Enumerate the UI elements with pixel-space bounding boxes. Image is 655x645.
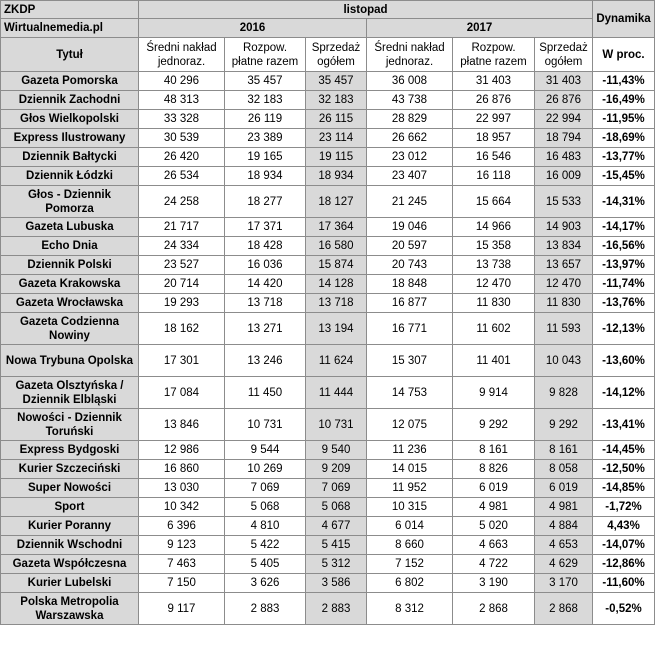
title-cell: Dziennik Bałtycki: [1, 148, 139, 167]
sales-2017-cell: 12 470: [535, 275, 593, 294]
paid-2016-cell: 18 428: [225, 237, 306, 256]
sales-2017-cell: 4 653: [535, 536, 593, 555]
dynamics-cell: -14,85%: [593, 479, 655, 498]
avg-2016-cell: 26 420: [139, 148, 225, 167]
paid-2017-cell: 15 358: [453, 237, 535, 256]
avg-2017-cell: 43 738: [367, 91, 453, 110]
dynamics-cell: 4,43%: [593, 517, 655, 536]
dynamics-cell: -13,41%: [593, 409, 655, 441]
title-cell: Kurier Lubelski: [1, 574, 139, 593]
table-row: [1, 256, 655, 275]
sales-2017-cell: 8 058: [535, 460, 593, 479]
sales-2017-cell: 4 884: [535, 517, 593, 536]
avg-2016-cell: 10 342: [139, 498, 225, 517]
avg-2016-cell: 9 123: [139, 536, 225, 555]
dynamics-cell: -14,45%: [593, 441, 655, 460]
sales-2017-cell: 9 292: [535, 409, 593, 441]
avg-2017-cell: 18 848: [367, 275, 453, 294]
avg-2017-cell: 7 152: [367, 555, 453, 574]
sales-2017-cell: 13 834: [535, 237, 593, 256]
paid-2017-cell: 18 957: [453, 129, 535, 148]
sales-2017-cell: 3 170: [535, 574, 593, 593]
title-cell: Nowości - Dziennik Toruński: [1, 409, 139, 441]
dynamics-cell: -14,12%: [593, 377, 655, 409]
paid-2016-cell: 9 544: [225, 441, 306, 460]
table-row: [1, 409, 655, 441]
avg-2016-cell: 20 714: [139, 275, 225, 294]
paid-2017-cell: 22 997: [453, 110, 535, 129]
avg-2016-cell: 24 334: [139, 237, 225, 256]
table-row: [1, 218, 655, 237]
avg-2017-cell: 14 753: [367, 377, 453, 409]
sales-2017-cell: 16 483: [535, 148, 593, 167]
year-2017-header: 2017: [367, 19, 593, 38]
paid-2017-cell: 31 403: [453, 72, 535, 91]
table-row: [1, 574, 655, 593]
sales-2017-cell: 11 830: [535, 294, 593, 313]
title-cell: Gazeta Codzienna Nowiny: [1, 313, 139, 345]
paid-2016-cell: 5 405: [225, 555, 306, 574]
paid-2016-cell: 3 626: [225, 574, 306, 593]
paid-2017-cell: 11 401: [453, 345, 535, 377]
col-avg-2017: Średni nakład jednoraz.: [367, 38, 453, 72]
dynamics-cell: -1,72%: [593, 498, 655, 517]
avg-2016-cell: 40 296: [139, 72, 225, 91]
paid-2017-cell: 16 118: [453, 167, 535, 186]
title-cell: Dziennik Polski: [1, 256, 139, 275]
paid-2017-cell: 6 019: [453, 479, 535, 498]
table-row: [1, 441, 655, 460]
dynamics-cell: -16,49%: [593, 91, 655, 110]
paid-2016-cell: 35 457: [225, 72, 306, 91]
dynamics-cell: -12,50%: [593, 460, 655, 479]
paid-2016-cell: 13 718: [225, 294, 306, 313]
title-cell: Gazeta Lubuska: [1, 218, 139, 237]
table-row: [1, 167, 655, 186]
dynamics-cell: -15,45%: [593, 167, 655, 186]
sales-2017-cell: 31 403: [535, 72, 593, 91]
sales-2016-cell: 5 068: [306, 498, 367, 517]
avg-2016-cell: 26 534: [139, 167, 225, 186]
paid-2017-cell: 12 470: [453, 275, 535, 294]
paid-2016-cell: 19 165: [225, 148, 306, 167]
avg-2017-cell: 6 014: [367, 517, 453, 536]
table-row: [1, 593, 655, 625]
table-row: [1, 129, 655, 148]
dynamics-cell: -11,43%: [593, 72, 655, 91]
paid-2017-cell: 5 020: [453, 517, 535, 536]
year-2016-header: 2016: [139, 19, 367, 38]
table-row: [1, 313, 655, 345]
table-row: [1, 498, 655, 517]
title-cell: Express Ilustrowany: [1, 129, 139, 148]
avg-2016-cell: 24 258: [139, 186, 225, 218]
paid-2016-cell: 18 934: [225, 167, 306, 186]
title-cell: Nowa Trybuna Opolska: [1, 345, 139, 377]
sales-2016-cell: 23 114: [306, 129, 367, 148]
paid-2016-cell: 11 450: [225, 377, 306, 409]
sales-2017-cell: 10 043: [535, 345, 593, 377]
dynamics-cell: -13,60%: [593, 345, 655, 377]
sales-2017-cell: 4 981: [535, 498, 593, 517]
avg-2017-cell: 23 407: [367, 167, 453, 186]
sales-2016-cell: 10 731: [306, 409, 367, 441]
sales-2016-cell: 5 312: [306, 555, 367, 574]
table-row: [1, 110, 655, 129]
source-label: ZKDP: [1, 1, 139, 19]
paid-2016-cell: 5 068: [225, 498, 306, 517]
title-cell: Sport: [1, 498, 139, 517]
title-cell: Gazeta Olsztyńska / Dziennik Elbląski: [1, 377, 139, 409]
title-cell: Express Bydgoski: [1, 441, 139, 460]
sales-2017-cell: 26 876: [535, 91, 593, 110]
sales-2016-cell: 18 127: [306, 186, 367, 218]
title-cell: Dziennik Łódzki: [1, 167, 139, 186]
avg-2016-cell: 48 313: [139, 91, 225, 110]
avg-2017-cell: 19 046: [367, 218, 453, 237]
paid-2016-cell: 5 422: [225, 536, 306, 555]
title-cell: Super Nowości: [1, 479, 139, 498]
dynamics-cell: -11,60%: [593, 574, 655, 593]
dynamics-cell: -12,13%: [593, 313, 655, 345]
dynamics-cell: -11,74%: [593, 275, 655, 294]
paid-2016-cell: 32 183: [225, 91, 306, 110]
month-header: listopad: [139, 1, 593, 19]
paid-2016-cell: 13 271: [225, 313, 306, 345]
paid-2017-cell: 4 981: [453, 498, 535, 517]
table-row: [1, 377, 655, 409]
paid-2017-cell: 4 663: [453, 536, 535, 555]
avg-2016-cell: 13 846: [139, 409, 225, 441]
avg-2016-cell: 21 717: [139, 218, 225, 237]
avg-2016-cell: 23 527: [139, 256, 225, 275]
dynamics-header: Dynamika: [593, 1, 655, 38]
avg-2017-cell: 16 877: [367, 294, 453, 313]
sales-2016-cell: 19 115: [306, 148, 367, 167]
paid-2017-cell: 9 292: [453, 409, 535, 441]
dynamics-cell: -14,17%: [593, 218, 655, 237]
dynamics-cell: -13,97%: [593, 256, 655, 275]
dynamics-cell: -12,86%: [593, 555, 655, 574]
table-row: [1, 275, 655, 294]
table-row: [1, 294, 655, 313]
avg-2017-cell: 8 312: [367, 593, 453, 625]
avg-2016-cell: 19 293: [139, 294, 225, 313]
paid-2016-cell: 26 119: [225, 110, 306, 129]
paid-2016-cell: 10 731: [225, 409, 306, 441]
paid-2017-cell: 15 664: [453, 186, 535, 218]
table-row: [1, 186, 655, 218]
title-cell: Polska Metropolia Warszawska: [1, 593, 139, 625]
dynamics-cell: -13,76%: [593, 294, 655, 313]
sales-2016-cell: 26 115: [306, 110, 367, 129]
sales-2016-cell: 9 540: [306, 441, 367, 460]
avg-2016-cell: 16 860: [139, 460, 225, 479]
column-header-row: [1, 38, 655, 72]
sales-2016-cell: 13 194: [306, 313, 367, 345]
col-avg-2016: Średni nakład jednoraz.: [139, 38, 225, 72]
avg-2016-cell: 17 301: [139, 345, 225, 377]
table-row: [1, 555, 655, 574]
avg-2016-cell: 9 117: [139, 593, 225, 625]
paid-2017-cell: 11 830: [453, 294, 535, 313]
sales-2017-cell: 14 903: [535, 218, 593, 237]
avg-2017-cell: 14 015: [367, 460, 453, 479]
sales-2016-cell: 4 677: [306, 517, 367, 536]
avg-2016-cell: 12 986: [139, 441, 225, 460]
sales-2016-cell: 11 624: [306, 345, 367, 377]
sales-2017-cell: 18 794: [535, 129, 593, 148]
col-sales-2016: Sprzedaż ogółem: [306, 38, 367, 72]
table-row: [1, 237, 655, 256]
paid-2017-cell: 8 826: [453, 460, 535, 479]
dynamics-cell: -16,56%: [593, 237, 655, 256]
dynamics-cell: -18,69%: [593, 129, 655, 148]
sales-2017-cell: 8 161: [535, 441, 593, 460]
avg-2017-cell: 23 012: [367, 148, 453, 167]
paid-2016-cell: 17 371: [225, 218, 306, 237]
sales-2016-cell: 3 586: [306, 574, 367, 593]
sales-2017-cell: 15 533: [535, 186, 593, 218]
paid-2016-cell: 4 810: [225, 517, 306, 536]
sales-2016-cell: 2 883: [306, 593, 367, 625]
header-row-2: [1, 19, 655, 38]
paid-2017-cell: 8 161: [453, 441, 535, 460]
sales-2017-cell: 4 629: [535, 555, 593, 574]
paid-2016-cell: 10 269: [225, 460, 306, 479]
avg-2017-cell: 36 008: [367, 72, 453, 91]
title-cell: Dziennik Zachodni: [1, 91, 139, 110]
title-cell: Gazeta Współczesna: [1, 555, 139, 574]
title-cell: Głos Wielkopolski: [1, 110, 139, 129]
paid-2017-cell: 14 966: [453, 218, 535, 237]
col-paid-2016: Rozpow. płatne razem: [225, 38, 306, 72]
sales-2016-cell: 32 183: [306, 91, 367, 110]
sales-2017-cell: 22 994: [535, 110, 593, 129]
avg-2017-cell: 16 771: [367, 313, 453, 345]
table-row: [1, 517, 655, 536]
paid-2017-cell: 13 738: [453, 256, 535, 275]
paid-2017-cell: 16 546: [453, 148, 535, 167]
avg-2017-cell: 10 315: [367, 498, 453, 517]
title-cell: Gazeta Pomorska: [1, 72, 139, 91]
dynamics-cell: -0,52%: [593, 593, 655, 625]
sales-2016-cell: 9 209: [306, 460, 367, 479]
avg-2017-cell: 28 829: [367, 110, 453, 129]
title-cell: Kurier Szczeciński: [1, 460, 139, 479]
avg-2017-cell: 20 743: [367, 256, 453, 275]
sales-2017-cell: 9 828: [535, 377, 593, 409]
dynamics-cell: -14,07%: [593, 536, 655, 555]
table-row: [1, 148, 655, 167]
avg-2017-cell: 21 245: [367, 186, 453, 218]
avg-2016-cell: 7 150: [139, 574, 225, 593]
sales-2016-cell: 14 128: [306, 275, 367, 294]
avg-2017-cell: 11 236: [367, 441, 453, 460]
site-label: Wirtualnemedia.pl: [1, 19, 139, 38]
table-row: [1, 460, 655, 479]
sales-2016-cell: 35 457: [306, 72, 367, 91]
paid-2017-cell: 11 602: [453, 313, 535, 345]
header-row-1: [1, 1, 655, 19]
dynamics-cell: -13,77%: [593, 148, 655, 167]
avg-2017-cell: 26 662: [367, 129, 453, 148]
sales-2016-cell: 5 415: [306, 536, 367, 555]
paid-2016-cell: 7 069: [225, 479, 306, 498]
dynamics-cell: -11,95%: [593, 110, 655, 129]
table-row: [1, 72, 655, 91]
paid-2016-cell: 23 389: [225, 129, 306, 148]
paid-2017-cell: 26 876: [453, 91, 535, 110]
paid-2017-cell: 3 190: [453, 574, 535, 593]
paid-2017-cell: 4 722: [453, 555, 535, 574]
avg-2016-cell: 6 396: [139, 517, 225, 536]
col-title-header: Tytuł: [1, 38, 139, 72]
col-sales-2017: Sprzedaż ogółem: [535, 38, 593, 72]
paid-2016-cell: 13 246: [225, 345, 306, 377]
sales-2017-cell: 6 019: [535, 479, 593, 498]
paid-2016-cell: 18 277: [225, 186, 306, 218]
table-row: [1, 479, 655, 498]
sales-2017-cell: 16 009: [535, 167, 593, 186]
sales-2016-cell: 15 874: [306, 256, 367, 275]
paid-2017-cell: 2 868: [453, 593, 535, 625]
col-paid-2017: Rozpow. płatne razem: [453, 38, 535, 72]
title-cell: Dziennik Wschodni: [1, 536, 139, 555]
sales-2016-cell: 11 444: [306, 377, 367, 409]
table-row: [1, 91, 655, 110]
avg-2016-cell: 18 162: [139, 313, 225, 345]
avg-2017-cell: 20 597: [367, 237, 453, 256]
title-cell: Gazeta Wrocławska: [1, 294, 139, 313]
dynamics-cell: -14,31%: [593, 186, 655, 218]
sales-2016-cell: 7 069: [306, 479, 367, 498]
title-cell: Głos - Dziennik Pomorza: [1, 186, 139, 218]
sales-2017-cell: 13 657: [535, 256, 593, 275]
paid-2017-cell: 9 914: [453, 377, 535, 409]
sales-2016-cell: 13 718: [306, 294, 367, 313]
avg-2017-cell: 8 660: [367, 536, 453, 555]
avg-2016-cell: 13 030: [139, 479, 225, 498]
avg-2017-cell: 11 952: [367, 479, 453, 498]
table-row: [1, 345, 655, 377]
sales-2016-cell: 17 364: [306, 218, 367, 237]
title-cell: Echo Dnia: [1, 237, 139, 256]
sales-2017-cell: 2 868: [535, 593, 593, 625]
col-pct-header: W proc.: [593, 38, 655, 72]
sales-2017-cell: 11 593: [535, 313, 593, 345]
avg-2017-cell: 15 307: [367, 345, 453, 377]
title-cell: Gazeta Krakowska: [1, 275, 139, 294]
sales-2016-cell: 18 934: [306, 167, 367, 186]
paid-2016-cell: 16 036: [225, 256, 306, 275]
paid-2016-cell: 14 420: [225, 275, 306, 294]
table-body: [1, 72, 655, 625]
avg-2017-cell: 6 802: [367, 574, 453, 593]
avg-2016-cell: 33 328: [139, 110, 225, 129]
sales-2016-cell: 16 580: [306, 237, 367, 256]
avg-2016-cell: 7 463: [139, 555, 225, 574]
paid-2016-cell: 2 883: [225, 593, 306, 625]
title-cell: Kurier Poranny: [1, 517, 139, 536]
table-row: [1, 536, 655, 555]
avg-2016-cell: 30 539: [139, 129, 225, 148]
avg-2016-cell: 17 084: [139, 377, 225, 409]
avg-2017-cell: 12 075: [367, 409, 453, 441]
